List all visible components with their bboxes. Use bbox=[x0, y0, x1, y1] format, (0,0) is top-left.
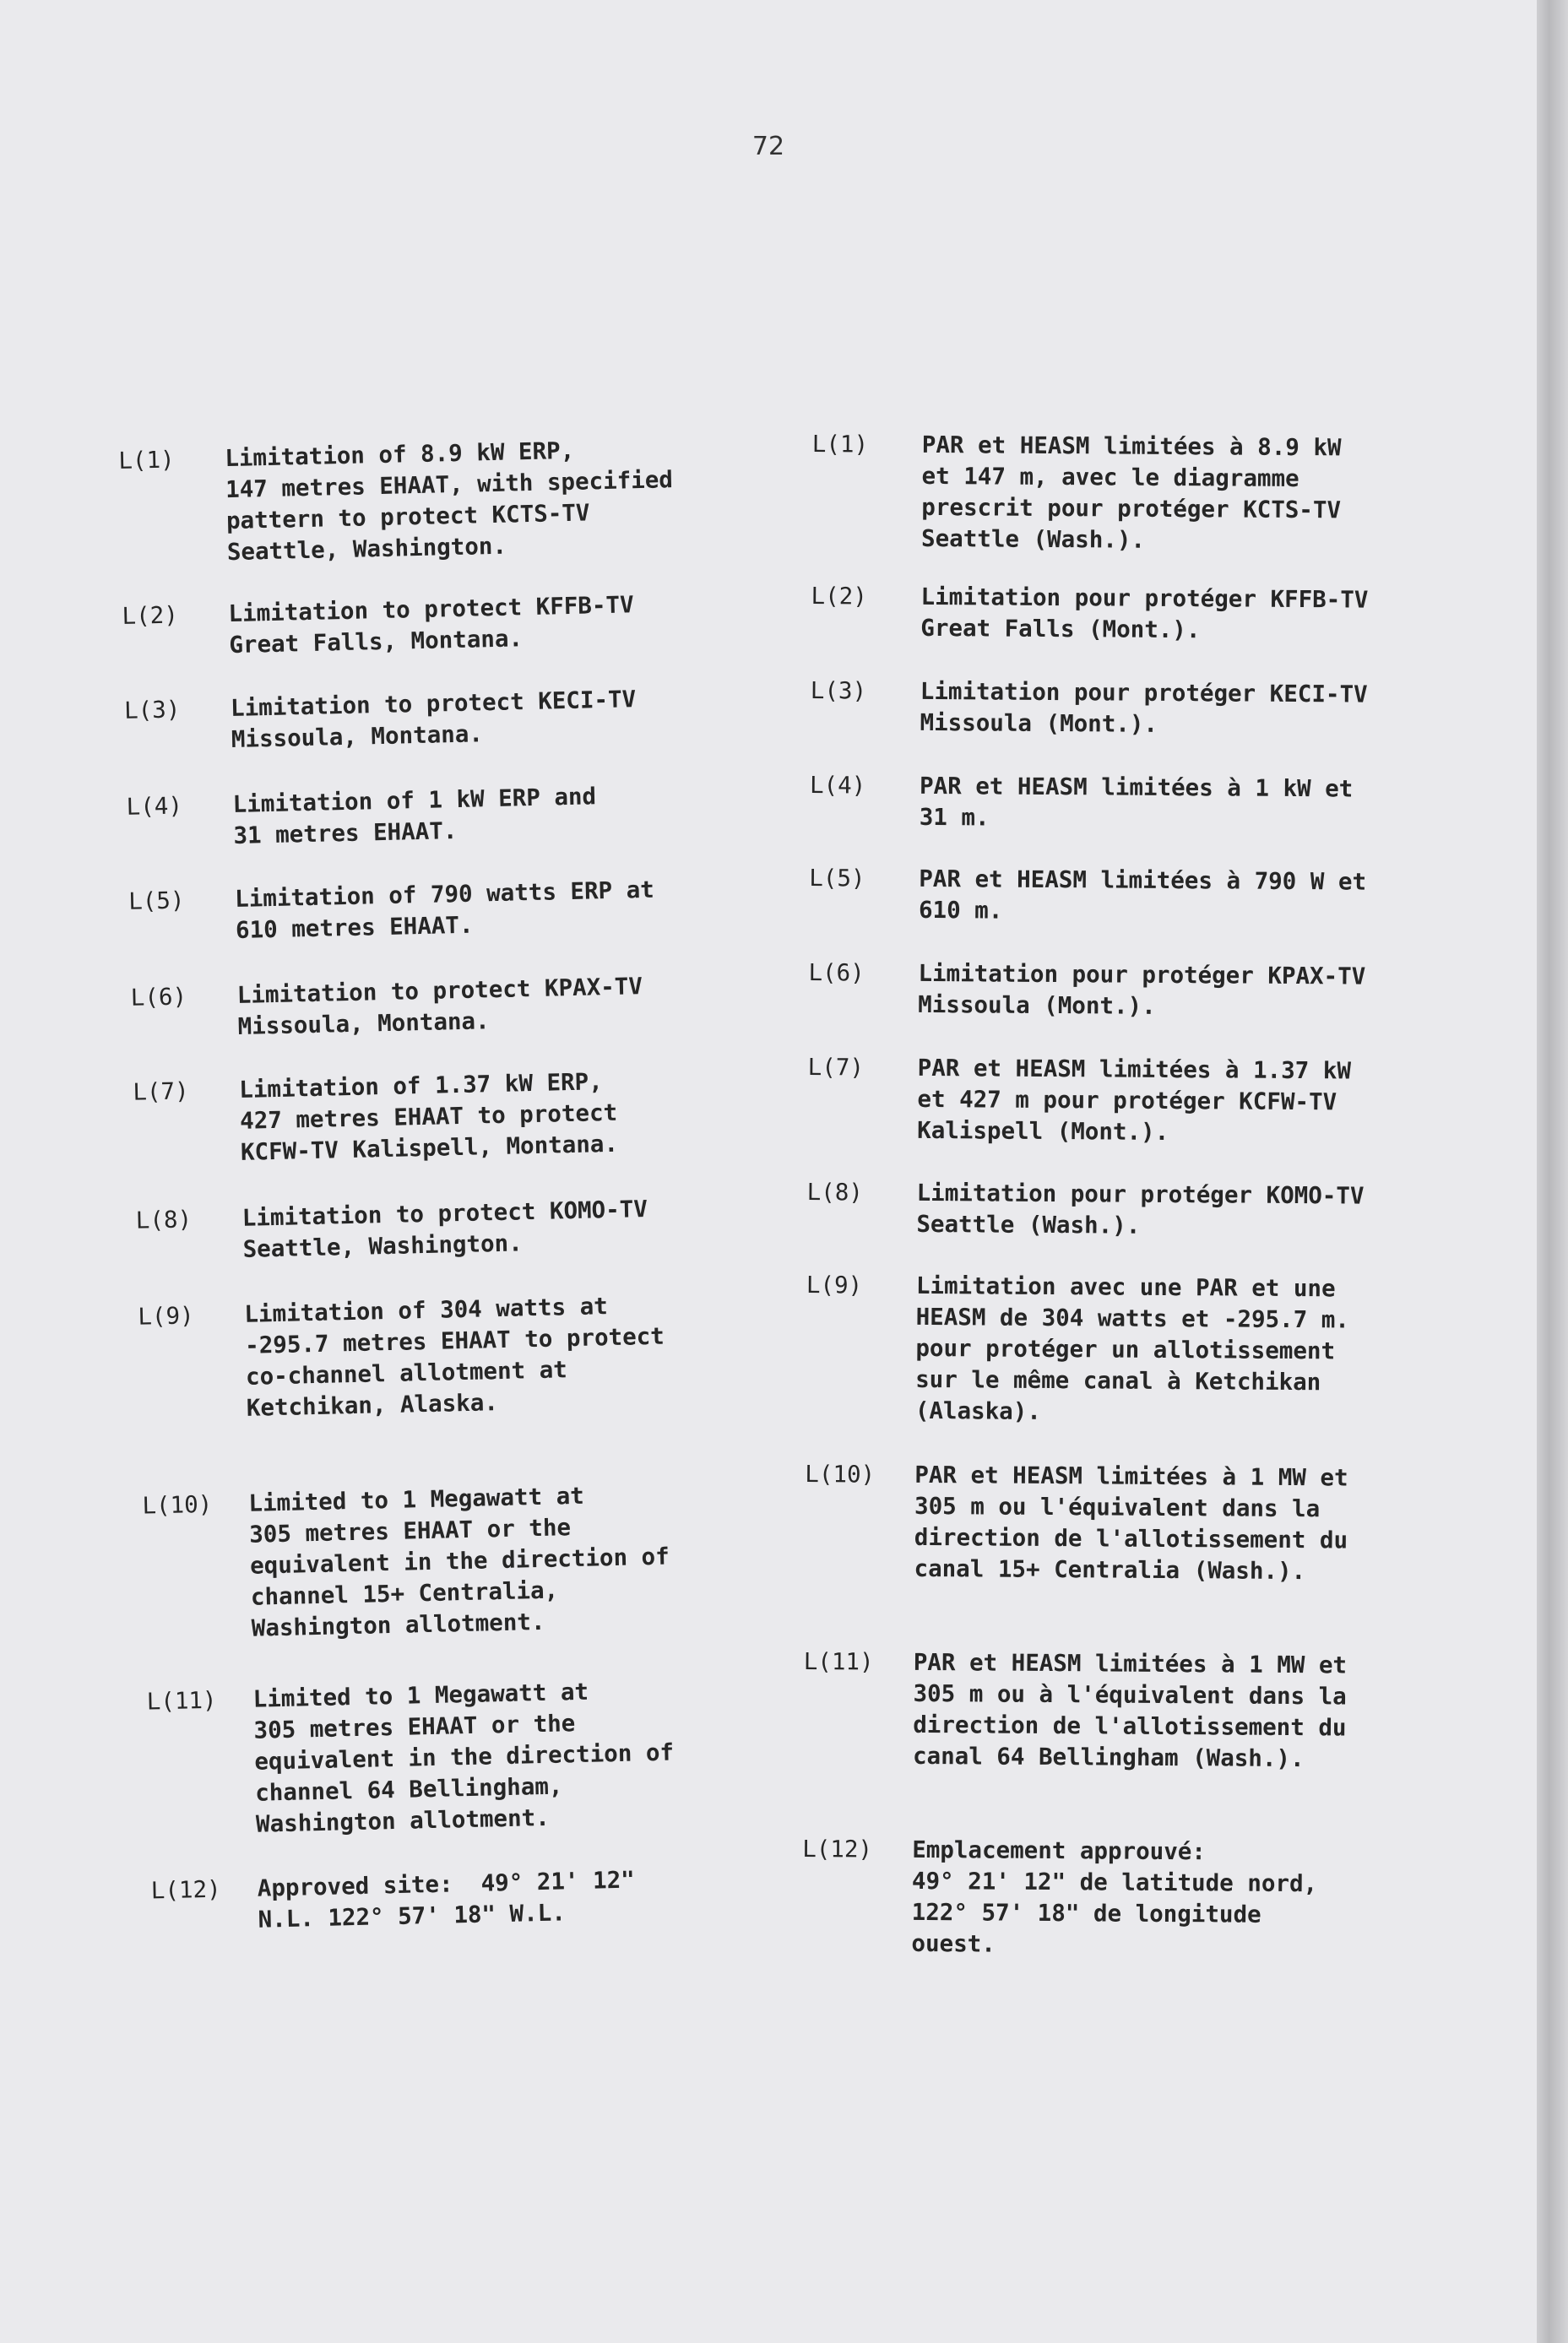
note-line: N.L. 122° 57' 18" W.L. bbox=[258, 1899, 567, 1934]
note-label: L(1) bbox=[811, 430, 869, 458]
note-line: et 427 m pour protéger KCFW-TV bbox=[917, 1085, 1337, 1116]
note-label: L(7) bbox=[807, 1053, 865, 1082]
note-line: pour protéger un allotissement bbox=[915, 1334, 1336, 1365]
note-line: Missoula, Montana. bbox=[237, 1007, 490, 1040]
note-line: Washington allotment. bbox=[251, 1608, 545, 1642]
note-line: 610 metres EHAAT. bbox=[235, 911, 474, 944]
note-line: PAR et HEASM limitées à 1 kW et bbox=[919, 772, 1354, 803]
note-line: equivalent in the direction of bbox=[254, 1738, 675, 1776]
note-label: L(2) bbox=[122, 601, 179, 630]
french-note-l9 bbox=[806, 1270, 1465, 1425]
note-line: Limitation to protect KPAX-TV bbox=[236, 973, 643, 1009]
note-line: Limitation pour protéger KFFB-TV bbox=[920, 583, 1369, 614]
note-line: Missoula, Montana. bbox=[231, 720, 484, 754]
note-line: PAR et HEASM limitées à 1.37 kW bbox=[917, 1054, 1352, 1085]
note-line: Limited to 1 Megawatt at bbox=[248, 1482, 585, 1517]
note-label: L(8) bbox=[806, 1178, 864, 1207]
note-line: Limitation to protect KFFB-TV bbox=[228, 591, 634, 628]
note-line: Kalispell (Mont.). bbox=[917, 1116, 1169, 1146]
note-line: Great Falls (Mont.). bbox=[920, 614, 1201, 644]
note-label: L(11) bbox=[803, 1647, 874, 1676]
english-note-l2 bbox=[122, 585, 831, 659]
note-line: sur le même canal à Ketchikan bbox=[915, 1365, 1321, 1397]
note-label: L(10) bbox=[142, 1490, 213, 1520]
note-line: Approved site: 49° 21' 12" bbox=[257, 1866, 636, 1902]
note-line: Great Falls, Montana. bbox=[229, 625, 524, 659]
note-line: PAR et HEASM limitées à 790 W et bbox=[919, 865, 1367, 896]
note-line: 305 m ou à l'équivalent dans la bbox=[913, 1679, 1347, 1711]
note-line: Limitation avec une PAR et une bbox=[915, 1272, 1336, 1303]
page-edge bbox=[1537, 0, 1568, 2343]
note-label: L(8) bbox=[135, 1206, 193, 1234]
note-line: Missoula (Mont.). bbox=[918, 990, 1156, 1020]
note-line: -295.7 metres EHAAT to protect bbox=[244, 1322, 665, 1359]
english-note-l7 bbox=[133, 1061, 842, 1166]
english-note-l5 bbox=[128, 870, 838, 944]
note-line: canal 64 Bellingham (Wash.). bbox=[912, 1742, 1305, 1773]
note-line: Limitation of 304 watts at bbox=[244, 1293, 609, 1328]
note-label: L(4) bbox=[809, 771, 866, 800]
note-line: Seattle, Washington. bbox=[242, 1229, 524, 1263]
note-line: 305 metres EHAAT or the bbox=[253, 1710, 576, 1744]
note-label: L(12) bbox=[150, 1875, 221, 1905]
french-note-l2 bbox=[811, 581, 1470, 644]
note-line: 147 metres EHAAT, with specified bbox=[225, 466, 674, 504]
note-line: 31 metres EHAAT. bbox=[233, 817, 458, 850]
note-line: Limitation of 8.9 kW ERP, bbox=[225, 437, 575, 473]
note-line: Seattle (Wash.). bbox=[916, 1210, 1141, 1239]
french-note-l5 bbox=[809, 863, 1468, 925]
french-note-l6 bbox=[808, 957, 1468, 1020]
note-line: equivalent in the direction of bbox=[249, 1543, 670, 1580]
note-line: et 147 m, avec le diagramme bbox=[921, 462, 1299, 493]
english-note-l1 bbox=[118, 430, 827, 567]
page-number: 72 bbox=[751, 132, 785, 161]
note-line: Limitation to protect KOMO-TV bbox=[241, 1196, 648, 1232]
note-line: 122° 57' 18" de longitude bbox=[911, 1898, 1261, 1928]
note-label: L(6) bbox=[130, 983, 187, 1012]
note-label: L(1) bbox=[118, 446, 175, 475]
note-line: prescrit pour protéger KCTS-TV bbox=[921, 493, 1342, 524]
note-label: L(5) bbox=[809, 864, 865, 892]
note-line: 305 m ou l'équivalent dans la bbox=[914, 1492, 1321, 1523]
note-line: channel 64 Bellingham, bbox=[254, 1772, 563, 1807]
note-label: L(5) bbox=[128, 887, 185, 915]
french-note-l8 bbox=[806, 1177, 1466, 1239]
english-note-l4 bbox=[126, 776, 835, 850]
english-note-l11 bbox=[146, 1671, 855, 1838]
note-line: Limitation of 1.37 kW ERP, bbox=[238, 1068, 604, 1104]
note-label: L(6) bbox=[808, 958, 865, 987]
note-line: Limitation of 790 watts ERP at bbox=[234, 876, 655, 913]
note-line: 610 m. bbox=[918, 896, 1003, 925]
note-label: L(9) bbox=[138, 1302, 194, 1331]
note-line: Limitation pour protéger KECI-TV bbox=[920, 677, 1368, 708]
note-line: KCFW-TV Kalispell, Montana. bbox=[240, 1130, 619, 1166]
note-label: L(11) bbox=[146, 1686, 217, 1716]
note-line: 49° 21' 12" de latitude nord, bbox=[911, 1867, 1318, 1898]
note-line: Limitation pour protéger KOMO-TV bbox=[916, 1179, 1365, 1210]
note-line: canal 15+ Centralia (Wash.). bbox=[914, 1554, 1306, 1586]
note-line: Limitation pour protéger KPAX-TV bbox=[918, 959, 1366, 990]
note-line: Limited to 1 Megawatt at bbox=[252, 1678, 589, 1713]
note-line: co-channel allotment at bbox=[245, 1356, 568, 1391]
note-label: L(10) bbox=[805, 1460, 876, 1489]
english-note-l10 bbox=[142, 1475, 851, 1642]
note-line: Seattle (Wash.). bbox=[920, 524, 1146, 554]
note-line: Ketchikan, Alaska. bbox=[246, 1389, 499, 1422]
note-line: Emplacement approuvé: bbox=[912, 1836, 1207, 1866]
note-line: pattern to protect KCTS-TV bbox=[225, 499, 590, 535]
french-note-l3 bbox=[810, 675, 1469, 738]
french-notes-column bbox=[802, 429, 1471, 1958]
note-line: ouest. bbox=[911, 1929, 996, 1958]
note-line: PAR et HEASM limitées à 1 MW et bbox=[913, 1648, 1348, 1679]
note-label: L(3) bbox=[810, 676, 867, 705]
french-note-l11 bbox=[803, 1646, 1462, 1773]
note-line: direction de l'allotissement du bbox=[914, 1523, 1348, 1554]
note-label: L(4) bbox=[126, 792, 183, 821]
note-line: PAR et HEASM limitées à 8.9 kW bbox=[921, 431, 1342, 462]
note-label: L(3) bbox=[123, 696, 181, 724]
english-notes-column bbox=[118, 430, 827, 1934]
note-line: HEASM de 304 watts et -295.7 m. bbox=[915, 1303, 1350, 1334]
note-line: 31 m. bbox=[919, 803, 990, 832]
note-line: Washington allotment. bbox=[255, 1803, 551, 1838]
note-line: PAR et HEASM limitées à 1 MW et bbox=[914, 1461, 1348, 1492]
note-line: direction de l'allotissement du bbox=[913, 1711, 1347, 1742]
english-note-l12 bbox=[150, 1860, 860, 1934]
note-line: Missoula (Mont.). bbox=[920, 708, 1158, 738]
french-note-l7 bbox=[807, 1052, 1467, 1146]
english-note-l8 bbox=[135, 1190, 844, 1263]
note-line: 427 metres EHAAT to protect bbox=[239, 1098, 618, 1135]
note-label: L(2) bbox=[811, 582, 867, 610]
english-note-l3 bbox=[123, 680, 833, 754]
note-line: Seattle, Washington. bbox=[226, 532, 507, 567]
note-line: 305 metres EHAAT or the bbox=[248, 1514, 572, 1548]
note-line: Limitation to protect KECI-TV bbox=[230, 686, 637, 723]
note-label: L(7) bbox=[133, 1077, 189, 1106]
note-label: L(12) bbox=[802, 1835, 873, 1863]
french-note-l1 bbox=[811, 429, 1471, 554]
english-note-l9 bbox=[138, 1286, 847, 1422]
note-line: (Alaska). bbox=[914, 1397, 1042, 1425]
french-note-l12 bbox=[802, 1834, 1461, 1958]
french-note-l10 bbox=[805, 1459, 1463, 1586]
french-note-l4 bbox=[809, 770, 1468, 832]
note-label: L(9) bbox=[806, 1271, 863, 1299]
note-line: Limitation of 1 kW ERP and bbox=[232, 783, 597, 819]
note-line: channel 15+ Centralia, bbox=[250, 1576, 559, 1611]
english-note-l6 bbox=[130, 967, 839, 1040]
